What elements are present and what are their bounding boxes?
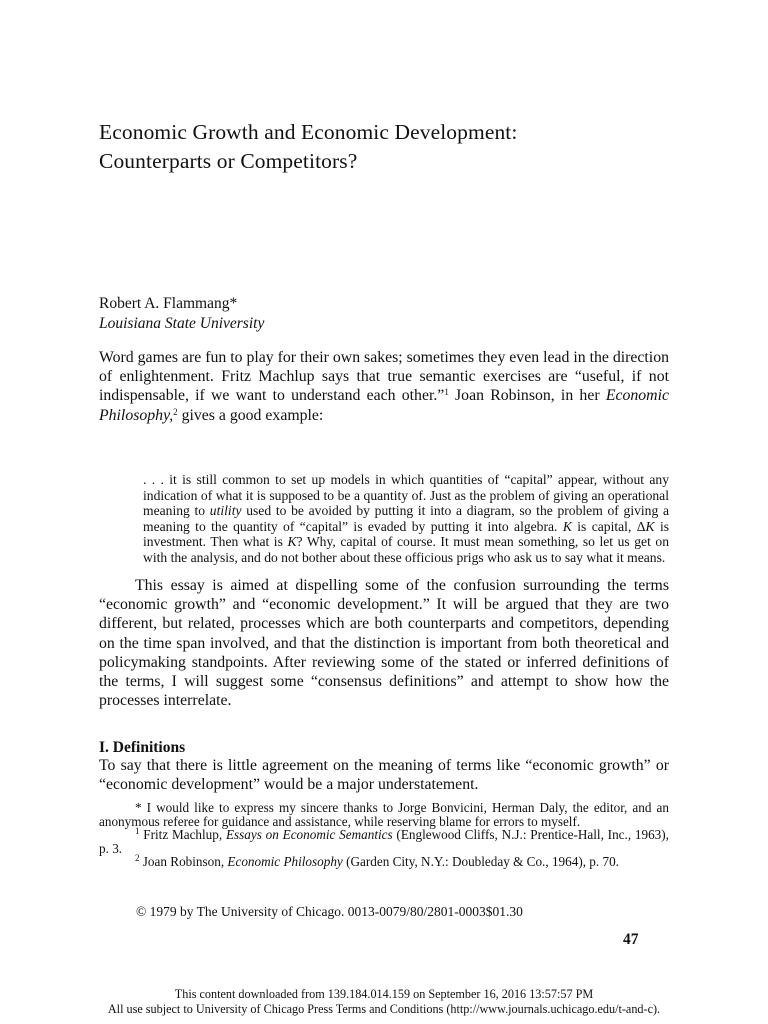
quote-k-1: K (562, 518, 572, 534)
quote-text-4: is investment. Then what is (143, 518, 670, 550)
intro-text-3: gives a good example: (177, 406, 324, 424)
download-notice (0, 987, 768, 1017)
footnote-2-book: Economic Philosophy (227, 854, 343, 870)
quote-text-2: used to be avoided by putting it into a diagram, so the problem of giving a meaning to the quantity of “capital” is evaded by putting it into algebra. (143, 503, 669, 534)
quote-utility: utility (209, 503, 242, 519)
essay-paragraph: This essay is aimed at dispelling some of the confusion surrounding the terms “economic growth” and “economic development.” It will be argued that they are two different, but related, processes which are both counterparts and competitors, depending on the time span involved, and that the distinction is important from both theoretical and policymaking standpoints. After reviewing some of the stated or inferred definitions of the terms, I will suggest some “consensus definitions” and attempt to show how the processes interrelate. (99, 577, 669, 710)
footnote-2-text-b: (Garden City, N.Y.: Doubleday & Co., 1964), p. 70. (342, 854, 619, 870)
section-heading: I. Definitions (99, 739, 186, 756)
footnotes (99, 801, 669, 869)
section-paragraph: To say that there is little agreement on the meaning of terms like “economic growth” or “economic development” would be a major understatement. (99, 757, 669, 794)
quote-text-1: . . . it is still common to set up models in which quantities of “capital” appear, without any indication of what it is supposed to be a quantity of. Just as the problem of giving an operational meaning to (143, 472, 669, 519)
footnote-ref-2: 2 (173, 406, 178, 417)
footnote-1-text-a: Fritz Machlup, (139, 827, 226, 843)
author-name: Robert A. Flammang* (99, 295, 238, 312)
footnote-2-number: 2 (135, 853, 140, 864)
quote-text-5: ? Why, capital of course. It must mean something, so let us get on with the analysis, and do not bother about these officious prigs who ask us to say what it means. (143, 534, 669, 565)
footnote-ref-1: 1 (444, 387, 449, 398)
footnote-acknowledgment: * I would like to express my sincere thanks to Jorge Bonvicini, Herman Daly, the editor, and an anonymous referee for guidance and assistance, while reserving blame for errors to myself. (99, 800, 669, 829)
intro-text-2: Joan Robinson, in her (448, 387, 606, 405)
footnote-1 (99, 828, 669, 855)
title-line-2: Counterparts or Competitors? (99, 149, 358, 173)
intro-text-1: Word games are fun to play for their own sakes; sometimes they even lead in the direction of enlightenment. Fritz Machlup says that true semantic exercises are “useful, if not indispensable, if we want to understand each other.” (99, 349, 669, 405)
title-line-1: Economic Growth and Economic Development: (99, 120, 518, 144)
block-quote (143, 472, 669, 566)
article-title (99, 118, 699, 176)
footnote-1-book: Essays on Economic Semantics (225, 827, 393, 843)
quote-k-2: K (645, 518, 655, 534)
page-number: 47 (623, 931, 639, 948)
copyright-line: © 1979 by The University of Chicago. 0013-0079/80/2801-0003$01.30 (136, 904, 523, 919)
footnote-1-text-b: (Englewood Cliffs, N.J.: Prentice-Hall, Inc., 1963), p. 3. (99, 827, 669, 856)
intro-paragraph (99, 348, 669, 425)
footnote-1-number: 1 (135, 826, 140, 837)
download-line-1: This content downloaded from 139.184.014.159 on September 16, 2016 13:57:57 PM (174, 987, 594, 1001)
quote-k-3: K (287, 534, 297, 550)
footnote-2 (99, 855, 669, 869)
footnote-2-text-a: Joan Robinson, (139, 854, 228, 870)
author-affiliation: Louisiana State University (99, 315, 265, 332)
quote-text-3: is capital, Δ (571, 518, 646, 534)
download-line-2: All use subject to University of Chicago Press Terms and Conditions (http://www.journals.uchicago.edu/t-and-c). (107, 1002, 661, 1016)
intro-book-title: Economic Philosophy, (99, 387, 669, 424)
